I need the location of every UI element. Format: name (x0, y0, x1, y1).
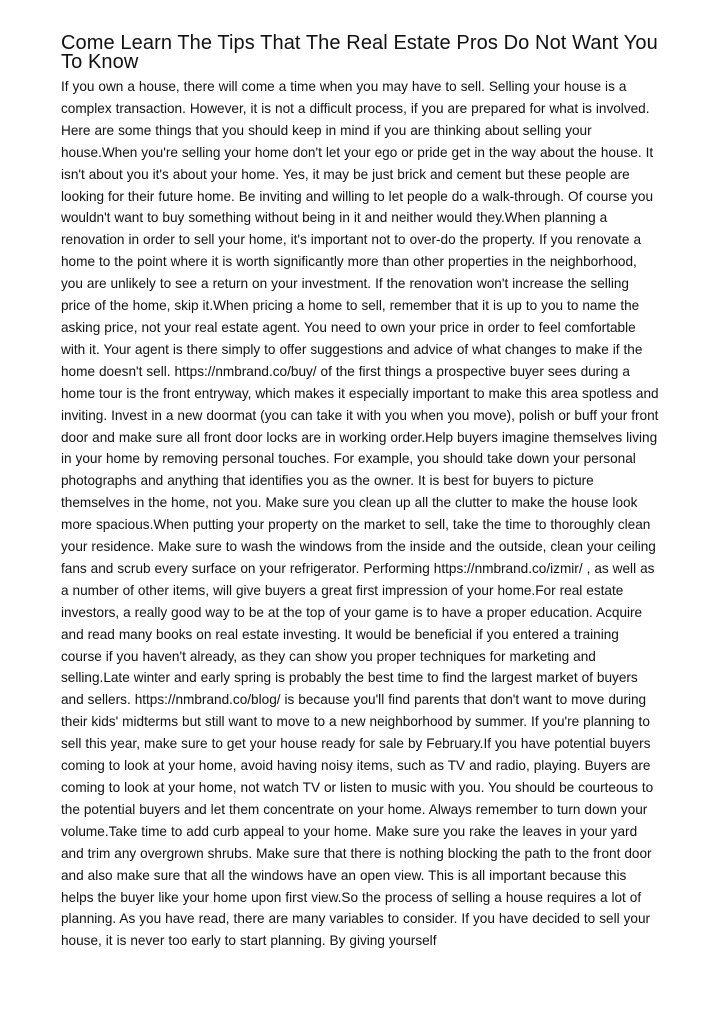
document-title: Come Learn The Tips That The Real Estate Pros Do Not Want You To Know (61, 32, 658, 73)
document-page (61, 34, 659, 952)
document-body: If you own a house, there will come a time when you may have to sell. Selling your house is a complex transaction. However, it is not a difficult process, if you are prepared for what is involved. Here are some things that you should keep in mind if you are thinking about selling your house.When you're selling your home don't let your ego or pride get in the way about the house. It isn't about you it's about your home. Yes, it may be just brick and cement but these people are looking for their future home. Be inviting and willing to let people do a walk-through. Of course you wouldn't want to buy something without being in it and neither would they.When planning a renovation in order to sell your home, it's important not to over-do the property. If you renovate a home to the point where it is worth significantly more than other properties in the neighborhood, you are unlikely to see a return on your investment. If the renovation won't increase the selling price of the home, skip it.When pricing a home to sell, remember that it is up to you to name the asking price, not your real estate agent. You need to own your price in order to feel comfortable with it. Your agent is there simply to offer suggestions and advice of what changes to make if the home doesn't sell. https://nmbrand.co/buy/ of the first things a prospective buyer sees during a home tour is the front entryway, which makes it especially important to make this area spotless and inviting. Invest in a new doormat (you can take it with you when you move), polish or buff your front door and make sure all front door locks are in working order.Help buyers imagine themselves living in your home by removing personal touches. For example, you should take down your personal photographs and anything that identifies you as the owner. It is best for buyers to picture themselves in the home, not you. Make sure you clean up all the clutter to make the house look more spacious.When putting your property on the market to sell, take the time to thoroughly clean your residence. Make sure to wash the windows from the inside and the outside, clean your ceiling fans and scrub every surface on your refrigerator. Performing https://nmbrand.co/izmir/ , as well as a number of other items, will give buyers a great first impression of your home.For real estate investors, a really good way to be at the top of your game is to have a proper education. Acquire and read many books on real estate investing. It would be beneficial if you entered a training course if you haven't already, as they can show you proper techniques for marketing and selling.Late winter and early spring is probably the best time to find the largest market of buyers and sellers. https://nmbrand.co/blog/ is because you'll find parents that don't want to move during their kids' midterms but still want to move to a new neighborhood by summer. If you're planning to sell this year, make sure to get your house ready for sale by February.If you have potential buyers coming to look at your home, avoid having noisy items, such as TV and radio, playing. Buyers are coming to look at your home, not watch TV or listen to music with you. You should be courteous to the potential buyers and let them concentrate on your home. Always remember to turn down your volume.Take time to add curb appeal to your home. Make sure you rake the leaves in your yard and trim any overgrown shrubs. Make sure that there is nothing blocking the path to the front door and also make sure that all the windows have an open view. This is all important because this helps the buyer like your home upon first view.So the process of selling a house requires a lot of planning. As you have read, there are many variables to consider. If you have decided to sell your house, it is never too early to start planning. By giving yourself (61, 79, 659, 949)
